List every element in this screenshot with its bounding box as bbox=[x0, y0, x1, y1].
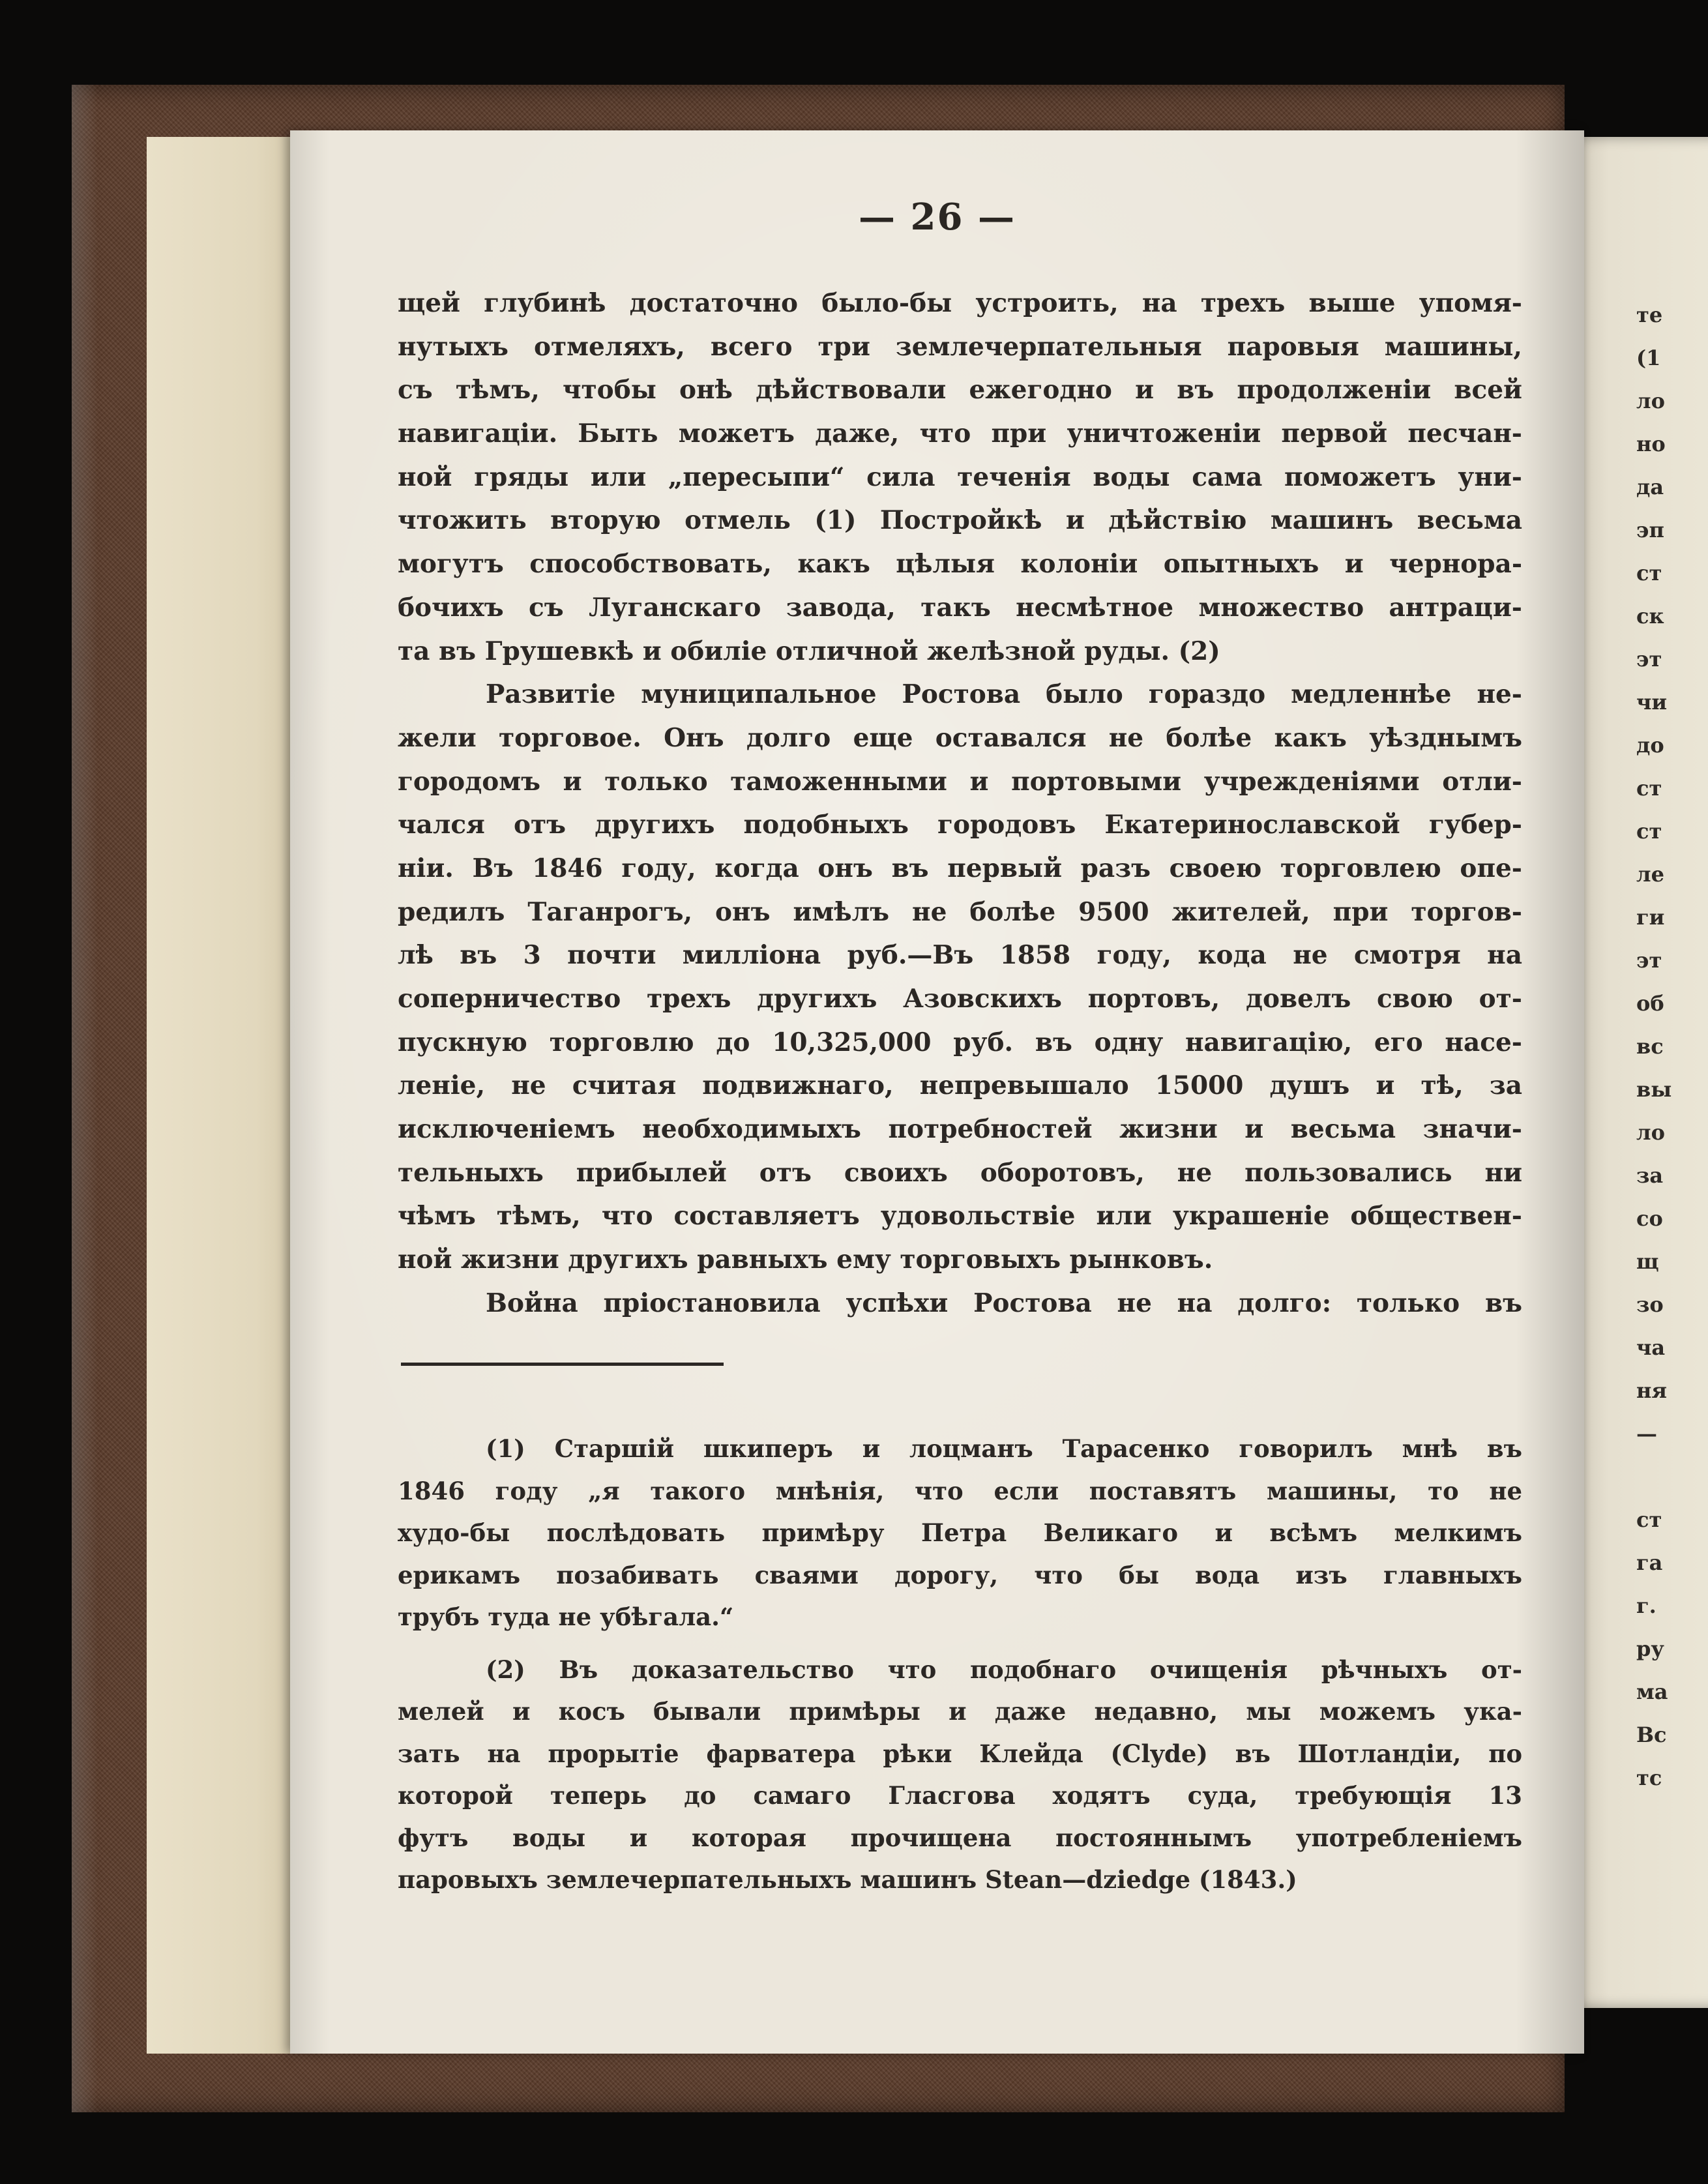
text-line: нутыхъ отмеляхъ, всего три землечерпательныя паровыя машины, bbox=[398, 331, 1522, 362]
text-line: чѣмъ тѣмъ, что составляетъ удовольствіе или украшеніе обществен- bbox=[398, 1201, 1522, 1232]
next-page-fragment: зо bbox=[1636, 1292, 1664, 1317]
next-page-fragment: об bbox=[1636, 991, 1664, 1016]
next-page-fragment: но bbox=[1636, 432, 1666, 456]
text-line: щей глубинѣ достаточно было-бы устроить, на трехъ выше упомя- bbox=[398, 288, 1522, 318]
footnote-line: паровыхъ землечерпательныхъ машинъ Stean—dziedge (1843.) bbox=[398, 1865, 1297, 1894]
footnote-line: 1846 году „я такого мнѣнія, что если поставятъ машины, то не bbox=[398, 1476, 1522, 1505]
next-page-fragment: вс bbox=[1636, 1034, 1664, 1059]
endpaper bbox=[147, 137, 303, 2054]
footnote-gap bbox=[398, 1638, 1522, 1649]
footnotes bbox=[398, 1428, 1522, 1901]
footnote-2 bbox=[398, 1649, 1522, 1901]
footnote-line: ерикамъ позабивать сваями дорогу, что бы вода изъ главныхъ bbox=[398, 1560, 1522, 1589]
next-page-fragment: тс bbox=[1636, 1765, 1662, 1790]
page-number: — 26 — bbox=[859, 196, 1016, 239]
footnote-line: футъ воды и которая прочищена постояннымъ употребленіемъ bbox=[398, 1823, 1522, 1852]
next-page-fragment: ру bbox=[1636, 1636, 1664, 1661]
text-line: бочихъ съ Луганскаго завода, такъ несмѣтное множество антраци- bbox=[398, 592, 1522, 623]
text-line: съ тѣмъ, чтобы онѣ дѣйствовали ежегодно и въ продолженіи всей bbox=[398, 375, 1522, 406]
text-line: жели торговое. Онъ долго еще оставался не болѣе какъ уѣзднымъ bbox=[398, 722, 1522, 753]
next-page-fragment: эт bbox=[1636, 948, 1662, 973]
next-page-fragment: до bbox=[1636, 733, 1664, 758]
next-page-fragment: те bbox=[1636, 303, 1663, 327]
text-line: соперничество трехъ другихъ Азовскихъ портовъ, довелъ свою от- bbox=[398, 984, 1522, 1014]
text-line: ніи. Въ 1846 году, когда онъ въ первый разъ своею торговлею опе- bbox=[398, 853, 1522, 883]
text-line: пускную торговлю до 10,325,000 руб. въ одну навигацію, его насе- bbox=[398, 1027, 1522, 1057]
next-page-fragment: щ bbox=[1636, 1249, 1659, 1274]
next-page-edge bbox=[1571, 137, 1708, 2008]
footnote-1 bbox=[398, 1428, 1522, 1638]
next-page-fragment: г. bbox=[1636, 1593, 1656, 1618]
next-page-text-fragments bbox=[1636, 293, 1708, 1799]
next-page-fragment: ск bbox=[1636, 604, 1664, 628]
text-line: Война пріостановила успѣхи Ростова не на долго: только въ bbox=[486, 1288, 1522, 1318]
text-line: исключеніемъ необходимыхъ потребностей жизни и весьма значи- bbox=[398, 1114, 1522, 1145]
next-page-fragment: ма bbox=[1636, 1679, 1668, 1704]
next-page-fragment: ст bbox=[1636, 561, 1662, 585]
text-line: тельныхъ прибылей отъ своихъ оборотовъ, не пользовались ни bbox=[398, 1157, 1522, 1188]
next-page-fragment: ст bbox=[1636, 1507, 1662, 1532]
next-page-fragment: Вс bbox=[1636, 1722, 1667, 1747]
text-line: ной гряды или „пересыпи“ сила теченія воды сама поможетъ уни- bbox=[398, 462, 1522, 492]
next-page-fragment: вы bbox=[1636, 1077, 1672, 1102]
text-line: лѣ въ 3 почти милліона руб.—Въ 1858 году, кода не смотря на bbox=[398, 940, 1522, 971]
next-page-fragment: да bbox=[1636, 475, 1664, 499]
text-line: ной жизни другихъ равныхъ ему торговыхъ рынковъ. bbox=[398, 1245, 1213, 1275]
next-page-fragment: эп bbox=[1636, 518, 1664, 542]
next-page-fragment: ло bbox=[1636, 1120, 1665, 1145]
next-page-fragment: — bbox=[1636, 1421, 1657, 1446]
next-page-fragment: ло bbox=[1636, 389, 1665, 413]
next-page-fragment: га bbox=[1636, 1550, 1663, 1575]
main-text bbox=[398, 282, 1522, 1325]
next-page-fragment: ча bbox=[1636, 1335, 1666, 1360]
footnote-line: которой теперь до самаго Гласгова ходятъ суда, требующія 13 bbox=[398, 1781, 1522, 1810]
next-page-fragment: со bbox=[1636, 1206, 1663, 1231]
text-line: редилъ Таганрогъ, онъ имѣлъ не болѣе 9500 жителей, при торгов- bbox=[398, 896, 1522, 927]
next-page-fragment bbox=[1636, 1455, 1708, 1498]
next-page-fragment: чи bbox=[1636, 690, 1668, 715]
text-line: городомъ и только таможенными и портовыми учрежденіями отли- bbox=[398, 766, 1522, 797]
footnote-line: трубъ туда не убѣгала.“ bbox=[398, 1602, 734, 1631]
text-line: та въ Грушевкѣ и обиліе отличной желѣзной руды. (2) bbox=[398, 636, 1220, 666]
text-line: леніе, не считая подвижнаго, непревышало 15000 душъ и тѣ, за bbox=[398, 1070, 1522, 1101]
next-page-fragment: ле bbox=[1636, 862, 1664, 887]
next-page-fragment: (1 bbox=[1636, 346, 1661, 370]
next-page-fragment: эт bbox=[1636, 647, 1662, 671]
footnote-line: мелей и косъ бывали примѣры и даже недавно, мы можемъ ука- bbox=[398, 1697, 1522, 1726]
footnote-line: (1) Старшій шкиперъ и лоцманъ Тарасенко говорилъ мнѣ въ bbox=[486, 1434, 1522, 1463]
next-page-fragment: ня bbox=[1636, 1378, 1668, 1403]
next-page-fragment: ст bbox=[1636, 776, 1662, 801]
text-line: чтожить вторую отмель (1) Постройкѣ и дѣйствію машинъ весьма bbox=[398, 505, 1522, 536]
book-page bbox=[290, 130, 1584, 2054]
text-line: могутъ способствовать, какъ цѣлыя колоніи опытныхъ и чернора- bbox=[398, 549, 1522, 580]
footnote-line: (2) Въ доказательство что подобнаго очищенія рѣчныхъ от- bbox=[486, 1655, 1522, 1684]
footnote-rule bbox=[401, 1363, 724, 1366]
text-line: навигаціи. Быть можетъ даже, что при уничтоженіи первой песчан- bbox=[398, 419, 1522, 449]
text-line: Развитіе муниципальное Ростова было гораздо медленнѣе не- bbox=[486, 679, 1522, 710]
next-page-fragment: ги bbox=[1636, 905, 1665, 930]
footnote-line: зать на прорытіе фарватера рѣки Клейда (Clyde) въ Шотландіи, по bbox=[398, 1739, 1522, 1768]
text-line: чался отъ другихъ подобныхъ городовъ Екатеринославской губер- bbox=[398, 810, 1522, 840]
next-page-fragment: ст bbox=[1636, 819, 1662, 844]
footnote-line: худо-бы послѣдовать примѣру Петра Великаго и всѣмъ мелкимъ bbox=[398, 1518, 1522, 1547]
next-page-fragment: за bbox=[1636, 1163, 1664, 1188]
